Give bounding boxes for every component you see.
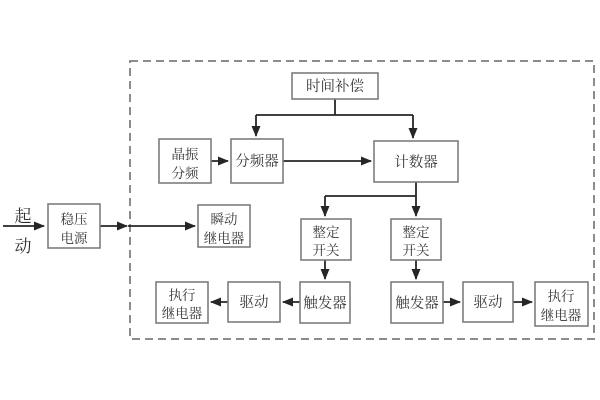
start-label-line1: 起 bbox=[14, 207, 32, 227]
instant-relay-line2: 继电器 bbox=[203, 231, 245, 247]
trigger-right-label: 触发器 bbox=[395, 296, 439, 312]
regulated-power-line2: 电源 bbox=[60, 231, 88, 247]
start-label-line2: 动 bbox=[14, 237, 32, 257]
node-drive-left bbox=[228, 282, 280, 322]
node-exec-relay-right bbox=[535, 282, 588, 326]
node-trigger-left bbox=[300, 282, 350, 323]
time-compensation-label: 时间补偿 bbox=[306, 79, 364, 95]
setting-switch-left-line2: 开关 bbox=[312, 243, 340, 259]
exec-relay-right-line1: 执行 bbox=[547, 289, 575, 305]
node-counter bbox=[374, 141, 458, 182]
crystal-divider-line1: 晶振 bbox=[171, 147, 199, 163]
node-setting-switch-left bbox=[301, 219, 351, 260]
node-instant-relay bbox=[198, 205, 250, 247]
counter-label: 计数器 bbox=[394, 155, 438, 171]
exec-relay-left-line2: 继电器 bbox=[161, 306, 203, 322]
node-frequency-divider bbox=[231, 139, 283, 183]
start-input-label bbox=[15, 207, 32, 257]
crystal-divider-line2: 分频 bbox=[171, 166, 199, 182]
frequency-divider-label: 分频器 bbox=[235, 154, 279, 170]
node-trigger-right bbox=[391, 282, 443, 323]
regulated-power-line1: 稳压 bbox=[60, 212, 88, 228]
exec-relay-left-line1: 执行 bbox=[168, 288, 196, 304]
setting-switch-right-line1: 整定 bbox=[402, 225, 430, 241]
node-regulated-power bbox=[48, 204, 100, 248]
node-time-compensation bbox=[292, 73, 378, 99]
node-exec-relay-left bbox=[156, 282, 208, 323]
instant-relay-line1: 瞬动 bbox=[210, 212, 238, 228]
node-drive-right bbox=[463, 282, 513, 322]
trigger-left-label: 触发器 bbox=[303, 296, 347, 312]
drive-left-label: 驱动 bbox=[239, 295, 269, 311]
setting-switch-right-line2: 开关 bbox=[402, 243, 430, 259]
setting-switch-left-line1: 整定 bbox=[312, 225, 340, 241]
node-setting-switch-right bbox=[391, 219, 441, 260]
exec-relay-right-line2: 继电器 bbox=[540, 308, 582, 324]
drive-right-label: 驱动 bbox=[473, 295, 503, 311]
node-crystal-divider bbox=[159, 139, 211, 183]
